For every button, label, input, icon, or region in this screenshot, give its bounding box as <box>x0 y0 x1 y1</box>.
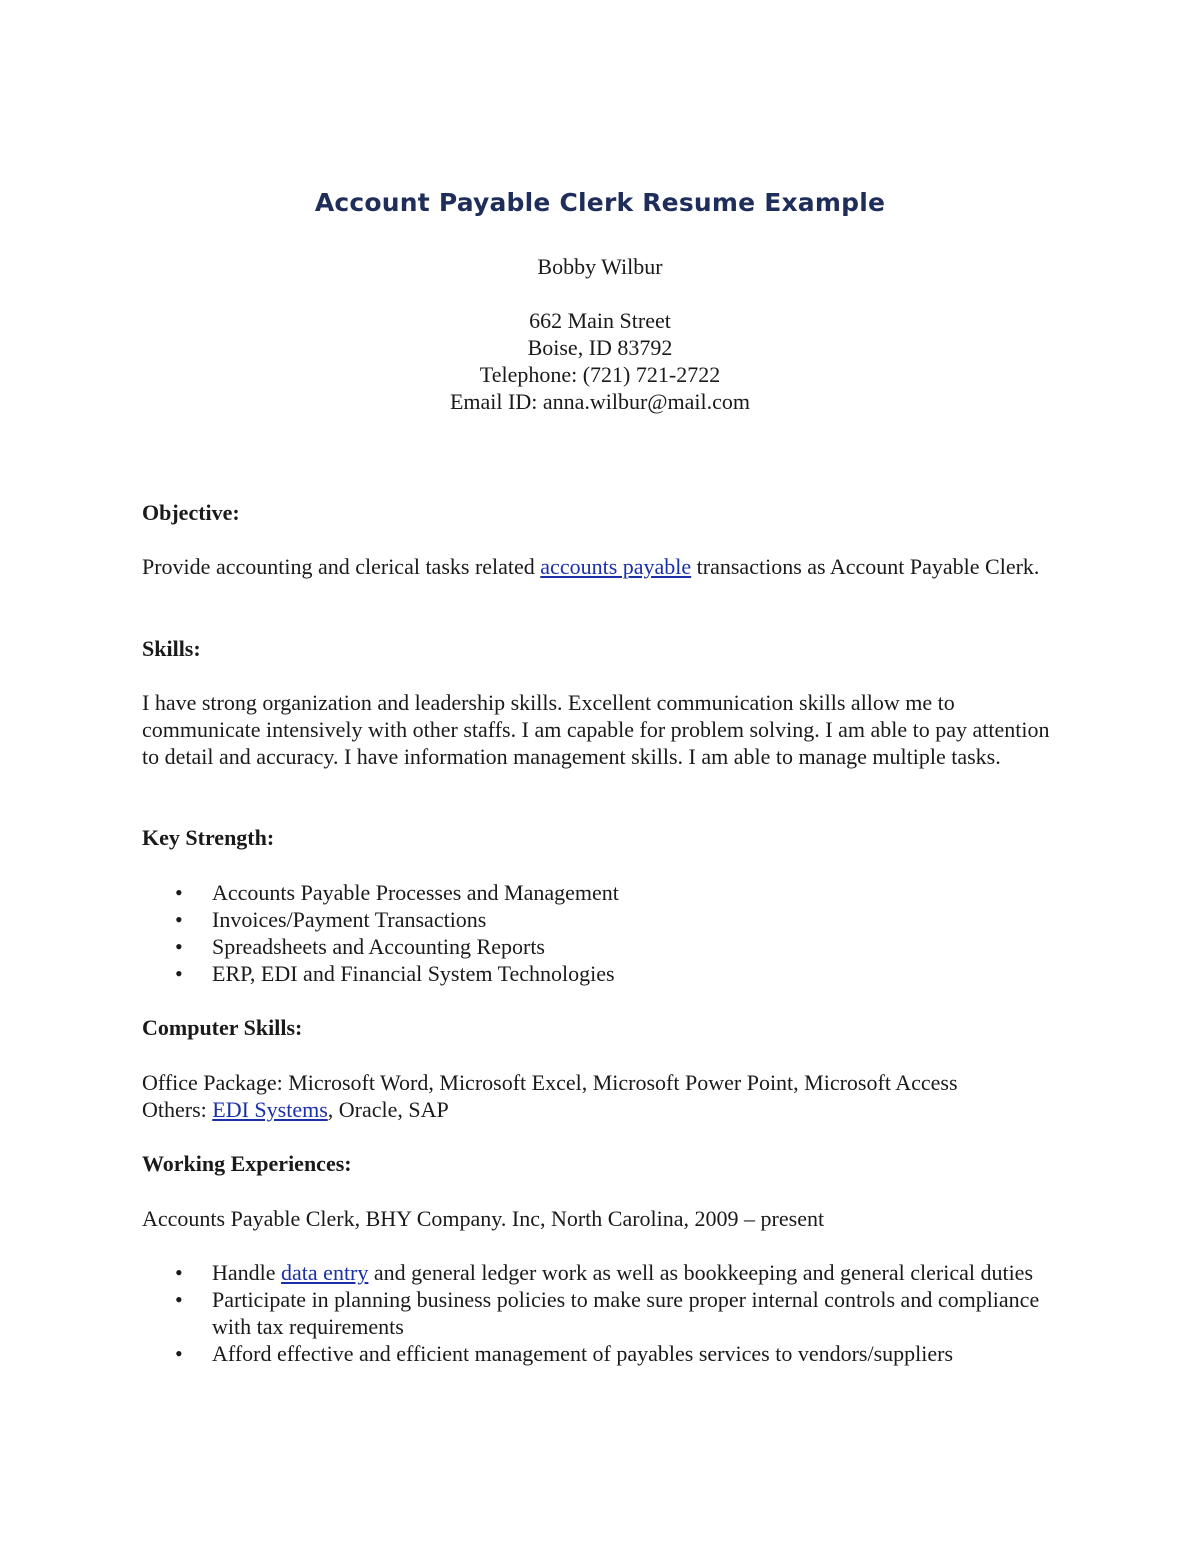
key-strength-list <box>142 879 1052 987</box>
list-item-text: Afford effective and efficient management of payables services to vendors/suppliers <box>212 1341 954 1366</box>
bullet-icon: • <box>175 961 183 986</box>
duty-prefix: Handle <box>212 1260 282 1285</box>
objective-text <box>142 553 1052 580</box>
duties-list <box>142 1259 1052 1367</box>
list-item-text: Participate in planning business policies to make sure proper internal controls and compliance with tax requirements <box>212 1287 1040 1339</box>
computer-skills-text <box>142 1069 1102 1123</box>
objective-heading: Objective: <box>142 500 240 525</box>
list-item <box>142 1259 1052 1286</box>
objective-text-before: Provide accounting and clerical tasks related <box>142 554 541 579</box>
working-experiences-heading: Working Experiences: <box>142 1151 352 1176</box>
contact-telephone: Telephone: (721) 721-2722 <box>479 362 721 387</box>
list-item-text: Accounts Payable Processes and Management <box>212 880 619 905</box>
list-item-text: ERP, EDI and Financial System Technologies <box>212 961 615 986</box>
list-item-text: Spreadsheets and Accounting Reports <box>212 934 545 959</box>
objective-text-after: transactions as Account Payable Clerk. <box>691 554 1040 579</box>
list-item-text: Invoices/Payment Transactions <box>212 907 487 932</box>
computer-skills-heading: Computer Skills: <box>142 1015 303 1040</box>
bullet-icon: • <box>175 1341 183 1366</box>
bullet-icon: • <box>175 880 183 905</box>
edi-systems-link[interactable]: EDI Systems <box>212 1097 328 1122</box>
bullet-icon: • <box>175 1260 183 1285</box>
office-package-line: Office Package: Microsoft Word, Microsoft Excel, Microsoft Power Point, Microsoft Access <box>142 1070 958 1095</box>
list-item <box>142 933 1052 960</box>
list-item <box>142 960 1052 987</box>
contact-email: Email ID: anna.wilbur@mail.com <box>449 389 751 414</box>
list-item <box>142 906 1052 933</box>
contact-block <box>0 307 1200 415</box>
duty-suffix: and general ledger work as well as bookkeeping and general clerical duties <box>368 1260 1034 1285</box>
bullet-icon: • <box>175 934 183 959</box>
list-item <box>142 1286 1052 1340</box>
data-entry-link[interactable]: data entry <box>281 1260 369 1285</box>
list-item <box>142 1340 1052 1367</box>
contact-name: Bobby Wilbur <box>537 254 663 279</box>
contact-street: 662 Main Street <box>529 308 671 333</box>
bullet-icon: • <box>175 1287 183 1312</box>
others-suffix: , Oracle, SAP <box>327 1097 449 1122</box>
skills-heading: Skills: <box>142 636 201 661</box>
key-strength-heading: Key Strength: <box>142 825 275 850</box>
bullet-icon: • <box>175 907 183 932</box>
list-item <box>142 879 1052 906</box>
document-title: Account Payable Clerk Resume Example <box>314 188 886 217</box>
contact-city: Boise, ID 83792 <box>527 335 673 360</box>
others-prefix: Others: <box>142 1097 213 1122</box>
others-line <box>142 1096 1102 1123</box>
job-position: Accounts Payable Clerk, BHY Company. Inc, North Carolina, 2009 – present <box>142 1206 825 1231</box>
accounts-payable-link[interactable]: accounts payable <box>540 554 692 579</box>
skills-text: I have strong organization and leadership skills. Excellent communication skills allow me to communicate intensively with other staffs. I am capable for problem solving. I am able to pay attention to detail and accuracy. I have information management skills. I am able to manage multiple tasks. <box>142 690 1050 769</box>
